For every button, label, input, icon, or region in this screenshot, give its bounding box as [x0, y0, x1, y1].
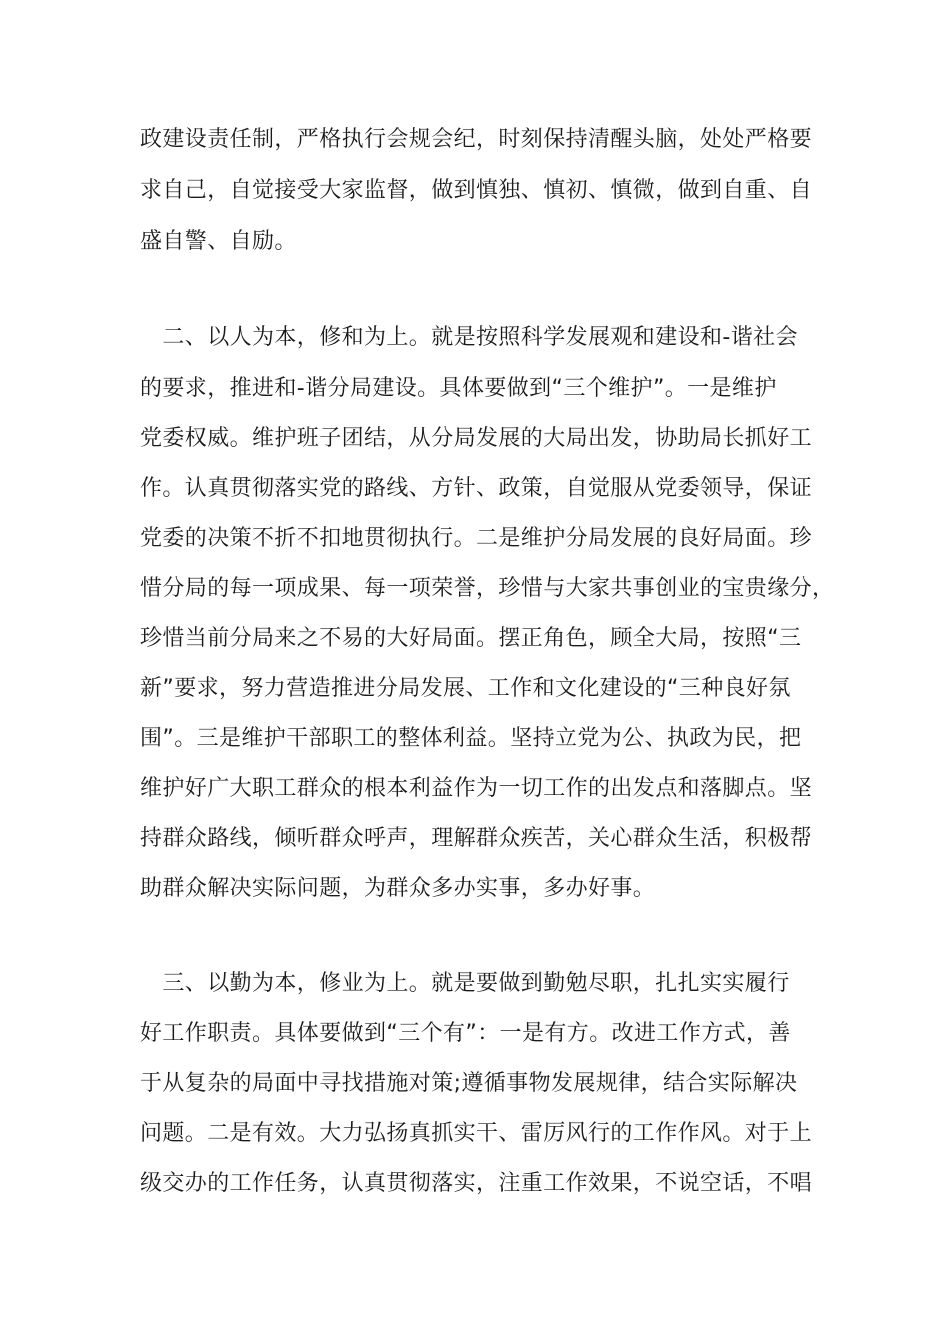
paragraph-3-line-1: 三、以勤为本，修业为上。就是要做到勤勉尽职，扎扎实实履行 [140, 971, 790, 996]
paragraph-2-line-5: 党委的决策不折不扣地贯彻执行。二是维护分局发展的良好局面。珍 [140, 526, 813, 551]
paragraph-3-line-5: 级交办的工作任务，认真贯彻落实，注重工作效果，不说空话，不唱 [140, 1171, 813, 1196]
paragraph-2-line-2: 的要求，推进和-谐分局建设。具体要做到“三个维护”。一是维护 [140, 376, 777, 401]
paragraph-3-line-4: 问题。二是有效。大力弘扬真抓实干、雷厉风行的工作作风。对于上 [140, 1121, 813, 1146]
paragraph-3-line-3: 于从复杂的局面中寻找措施对策;遵循事物发展规律，结合实际解决 [140, 1071, 798, 1096]
paragraph-2-line-8: 新”要求，努力营造推进分局发展、工作和文化建设的“三种良好氛 [140, 676, 791, 701]
paragraph-1-line-1: 政建设责任制，严格执行会规会纪，时刻保持清醒头脑，处处严格要 [140, 127, 813, 152]
paragraph-2-line-12: 助群众解决实际问题，为群众多办实事，多办好事。 [140, 876, 656, 901]
paragraph-2-line-9: 围”。三是维护干部职工的整体利益。坚持立党为公、执政为民，把 [140, 726, 802, 751]
paragraph-2-line-11: 持群众路线，倾听群众呼声，理解群众疾苦，关心群众生活，积极帮 [140, 826, 813, 851]
paragraph-2-line-3: 党委权威。维护班子团结，从分局发展的大局出发，协助局长抓好工 [140, 426, 813, 451]
paragraph-2-line-1: 二、以人为本，修和为上。就是按照科学发展观和建设和-谐社会 [140, 325, 798, 350]
paragraph-2-line-6: 惜分局的每一项成果、每一项荣誉，珍惜与大家共事创业的宝贵缘分， [140, 576, 835, 601]
paragraph-3-line-2: 好工作职责。具体要做到“三个有”：一是有方。改进工作方式，善 [140, 1021, 791, 1046]
paragraph-2-line-7: 珍惜当前分局来之不易的大好局面。摆正角色，顾全大局，按照“三 [140, 626, 802, 651]
paragraph-1-line-3: 盛自警、自励。 [140, 229, 297, 254]
paragraph-2-line-4: 作。认真贯彻落实党的路线、方针、政策，自觉服从党委领导，保证 [140, 476, 813, 501]
paragraph-2-line-10: 维护好广大职工群众的根本利益作为一切工作的出发点和落脚点。坚 [140, 776, 813, 801]
paragraph-1-line-2: 求自己，自觉接受大家监督，做到慎独、慎初、慎微，做到自重、自 [140, 178, 813, 203]
